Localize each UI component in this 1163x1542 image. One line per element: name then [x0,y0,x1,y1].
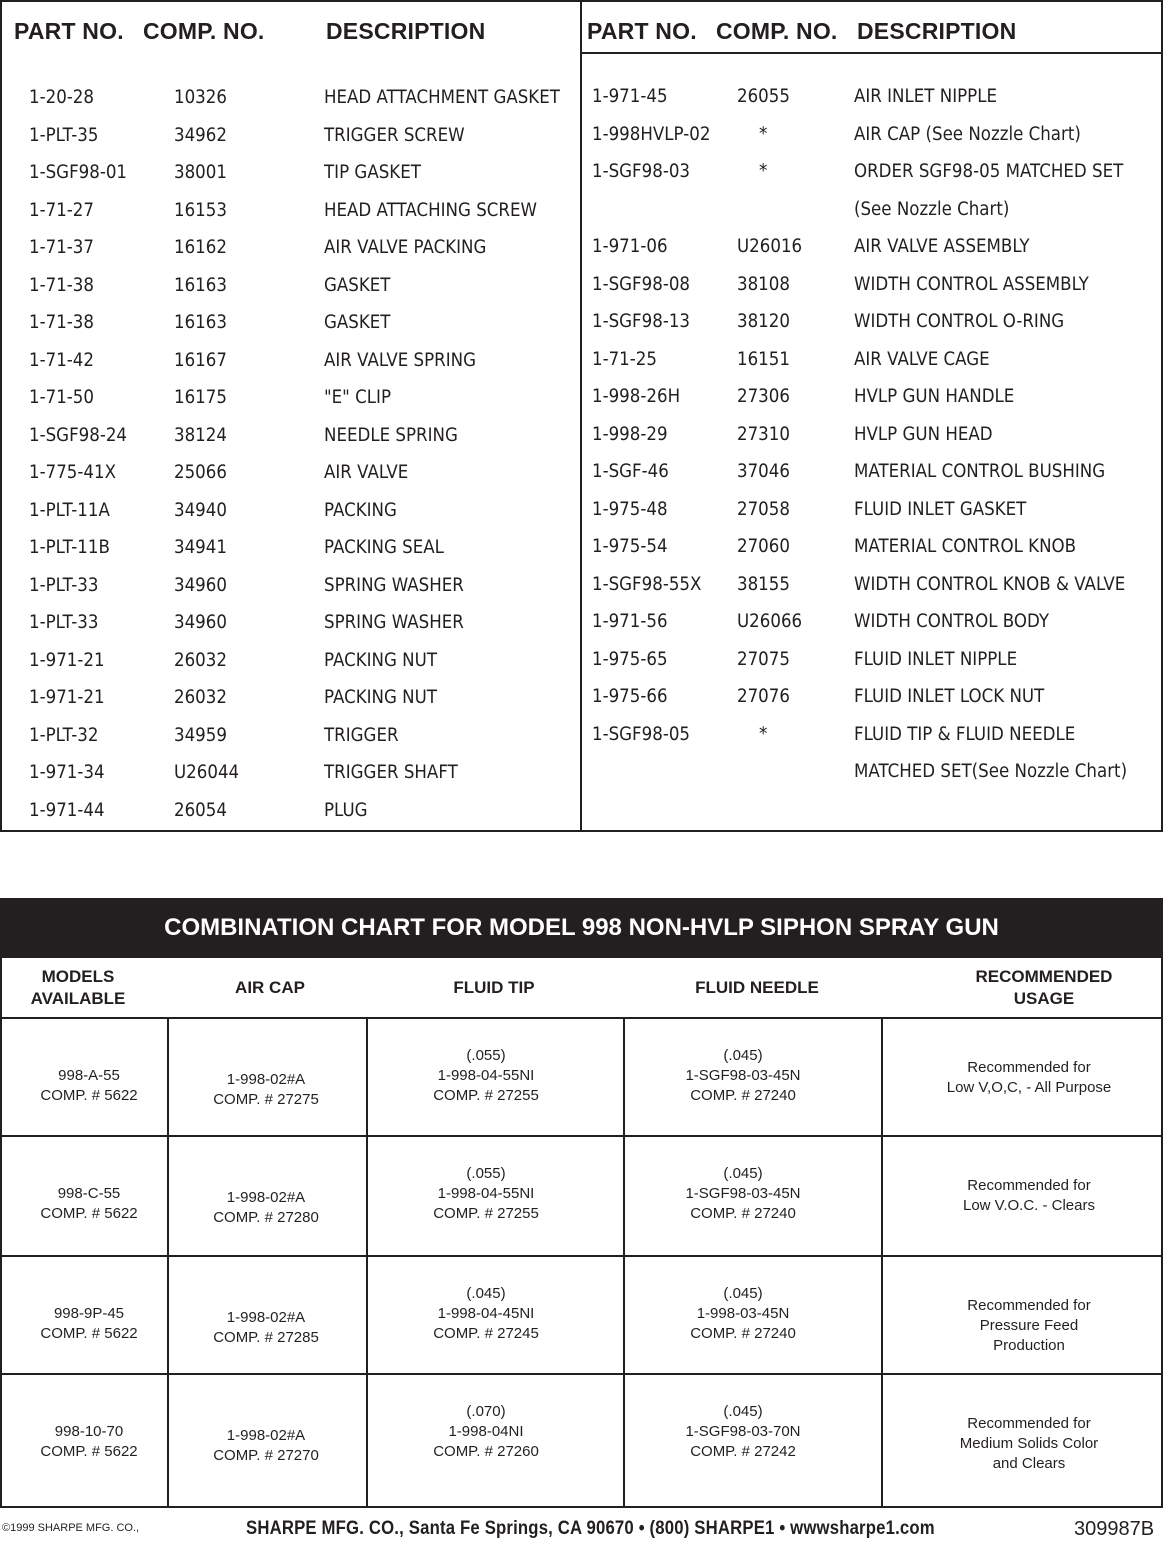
part-description: AIR INLET NIPPLE [853,86,998,107]
part-number: 1-SGF98-24 [28,424,128,446]
column-header [934,958,1154,1018]
comp-number: * [758,123,768,145]
comp-number: 26055 [736,86,790,107]
chart-cell-line: (.045) [723,1285,763,1302]
chart-cell-line: (.045) [723,1403,763,1420]
part-number: 1-971-34 [28,762,105,783]
comp-number: 38001 [173,162,227,183]
parts-row [0,273,1089,304]
parts-row [0,386,1044,416]
row-divider [2,1373,1161,1375]
part-number: 1-71-37 [28,237,94,258]
part-description: HEAD ATTACHING SCREW [324,199,537,221]
part-description: MATERIAL CONTROL KNOB [853,536,1077,557]
part-number: 1-SGF-46 [591,461,669,482]
part-number: 1-PLT-11A [28,499,110,521]
part-description: TRIGGER SCREW [324,124,465,146]
comp-number: 16151 [736,348,790,370]
chart-cell-line: Recommended for [967,1177,1091,1194]
part-number: 1-775-41X [28,462,116,483]
chart-cell-air-cap [141,1426,391,1466]
chart-cell-line: COMP. # 27245 [433,1325,539,1342]
part-description: PACKING NUT [324,649,437,671]
part-description: SPRING WASHER [324,612,464,633]
parts-row [0,424,1044,454]
parts-row [0,161,1124,191]
part-description: HEAD ATTACHMENT GASKET [324,87,560,108]
chart-cell-line: 998-9P-45 [53,1305,125,1322]
comp-number: 26032 [173,687,227,708]
part-description: SPRING WASHER [324,574,464,596]
part-description: "E" CLIP [324,387,391,408]
parts-row [0,649,1044,679]
comp-number: 37046 [736,461,790,482]
chart-cell-line: Low V,O,C, - All Purpose [946,1079,1112,1096]
chart-cell-usage [904,1176,1154,1216]
chart-cell-line: 1-998-02#A [226,1189,306,1206]
part-description: ORDER SGF98-05 MATCHED SET [853,161,1124,182]
chart-cell-line: (.045) [466,1285,506,1302]
chart-cell-fluid-tip [361,1164,611,1224]
chart-cell-line: 1-998-02#A [226,1071,306,1088]
part-number: 1-20-28 [28,87,94,108]
parts-row [0,86,1044,116]
part-number: 1-71-38 [28,312,94,333]
comp-number: 27075 [736,648,790,670]
column-header-text [453,977,534,999]
comp-number: 16153 [173,199,227,221]
part-number: 1-SGF98-05 [591,723,691,745]
column-header-text [976,966,1113,1010]
part-description: FLUID INLET NIPPLE [853,648,1018,670]
chart-cell-fluid-needle [618,1284,868,1344]
comp-number: U26044 [173,762,240,783]
comp-number: 16175 [173,387,227,408]
chart-cell-air-cap [141,1308,391,1348]
row-divider [2,1255,1161,1257]
chart-cell-line: 998-10-70 [54,1423,124,1440]
chart-cell-line: Production [993,1337,1065,1354]
part-description: FLUID INLET LOCK NUT [853,686,1045,707]
comp-number: 34940 [173,499,227,521]
header-description-left: DESCRIPTION [326,18,486,44]
part-number: 1-998HVLP-02 [591,123,711,145]
part-description: FLUID INLET GASKET [853,498,1027,520]
part-description: WIDTH CONTROL O-RING [853,311,1065,332]
parts-row [0,573,1126,604]
part-number: 1-975-65 [591,648,668,670]
parts-row [0,761,1128,791]
part-number: 1-971-45 [591,86,668,107]
chart-cell-line: Medium Solids Color [959,1435,1099,1452]
chart-cell-line: 998-C-55 [57,1185,121,1202]
part-number: 1-SGF98-13 [591,311,691,332]
chart-cell-line: COMP. # 27240 [690,1325,796,1342]
chart-cell-fluid-tip [361,1284,611,1344]
chart-cell-line: (.055) [466,1047,506,1064]
part-number: 1-SGF98-03 [591,161,691,182]
part-description: HVLP GUN HANDLE [853,386,1015,407]
combination-chart-grid [0,958,1163,1508]
parts-row [0,611,1050,641]
part-number: 1-71-42 [28,349,94,371]
header-description-right: DESCRIPTION [857,18,1017,44]
chart-cell-line: COMP. # 27240 [690,1205,796,1222]
parts-row [0,349,1044,379]
part-description: AIR VALVE [324,462,409,483]
part-number: 1-71-50 [28,387,94,408]
chart-cell-air-cap [141,1188,391,1228]
parts-row [0,800,522,830]
part-number: 1-971-06 [591,236,668,257]
part-number: 1-71-27 [28,199,94,221]
column-header-line: FLUID NEEDLE [695,978,819,997]
part-number: 1-971-21 [28,649,105,671]
chart-cell-line: and Clears [992,1455,1066,1472]
part-description: PLUG [324,799,368,821]
chart-cell-line: Recommended for [967,1059,1091,1076]
chart-cell-line: 1-998-04-55NI [437,1067,535,1084]
comp-number: 27076 [736,686,790,707]
header-part-no-right: PART NO. [587,18,697,44]
comp-number: 10326 [173,87,227,108]
chart-cell-line: COMP. # 27240 [690,1087,796,1104]
chart-cell-usage [904,1414,1154,1474]
chart-cell-fluid-tip [361,1402,611,1462]
part-description: HVLP GUN HEAD [853,423,993,445]
part-description: GASKET [324,312,391,333]
company-address: SHARPE MFG. CO., Santa Fe Springs, CA 90670 • (800) SHARPE1 • wwwsharpe1.com [246,1518,935,1539]
part-description: AIR VALVE CAGE [853,348,990,370]
chart-cell-line: Low V.O.C. - Clears [963,1197,1095,1214]
part-description: TRIGGER [324,724,399,746]
chart-cell-line: Pressure Feed [979,1317,1079,1334]
part-description: FLUID TIP & FLUID NEEDLE [853,723,1076,745]
chart-cell-line: COMP. # 27260 [433,1443,539,1460]
chart-cell-line: 1-SGF98-03-70N [685,1423,801,1440]
parts-row [0,461,1106,491]
chart-cell-line: COMP. # 27270 [213,1447,319,1464]
parts-row [0,199,1044,229]
comp-number: 34941 [173,537,227,558]
chart-cell-fluid-needle [618,1164,868,1224]
part-number: 1-PLT-35 [28,124,99,146]
document-number: 309987B [1074,1518,1155,1540]
chart-cell-line: 1-SGF98-03-45N [685,1067,801,1084]
comp-number: 34959 [173,724,227,746]
chart-cell-line: COMP. # 27280 [213,1209,319,1226]
chart-cell-fluid-tip [361,1046,611,1106]
comp-number: 38120 [736,311,790,332]
comp-number: 38155 [736,573,790,595]
chart-cell-line: 1-SGF98-03-45N [685,1185,801,1202]
parts-row [0,723,1076,754]
part-description: MATERIAL CONTROL BUSHING [853,461,1106,482]
chart-cell-line: COMP. # 27242 [690,1443,796,1460]
comp-number: 25066 [173,462,227,483]
part-number: 1-PLT-33 [28,574,99,596]
part-number: 1-71-25 [591,348,657,370]
chart-cell-line: 1-998-04-45NI [437,1305,535,1322]
comp-number: 27310 [736,423,790,445]
column-header-text [695,977,819,999]
part-description: AIR VALVE ASSEMBLY [853,236,1030,257]
part-number: 1-975-48 [591,498,668,520]
column-header-text [31,966,126,1010]
copyright-notice: ©1999 SHARPE MFG. CO., [2,1522,140,1534]
chart-cell-air-cap [141,1070,391,1110]
comp-number: 38124 [173,424,227,446]
part-number: 1-PLT-33 [28,612,99,633]
chart-cell-line: 998-A-55 [58,1067,120,1084]
comp-number: * [758,723,768,745]
row-divider [2,1017,1161,1019]
parts-row [0,311,1065,341]
comp-number: 34962 [173,124,227,146]
chart-cell-usage [904,1296,1154,1356]
chart-cell-line: COMP. # 27285 [213,1329,319,1346]
comp-number: 16167 [173,349,227,371]
chart-cell-line: COMP. # 27255 [433,1087,539,1104]
chart-cell-line: COMP. # 5622 [40,1205,138,1222]
comp-number: 34960 [173,612,227,633]
chart-cell-line: (.070) [466,1403,506,1420]
part-description: WIDTH CONTROL BODY [853,611,1050,632]
column-header-line: AIR CAP [235,978,305,997]
part-description: TIP GASKET [324,162,421,183]
header-comp-no-left: COMP. NO. [143,18,265,44]
parts-row [0,123,1081,154]
part-description: PACKING NUT [324,687,437,708]
column-header [647,958,867,1018]
comp-number: 16162 [173,237,227,258]
part-number: 1-SGF98-55X [591,573,702,595]
part-description: AIR VALVE PACKING [324,237,487,258]
chart-cell-line: Recommended for [967,1297,1091,1314]
comp-number: 27306 [736,386,790,407]
part-description: AIR VALVE SPRING [324,349,476,371]
comp-number: 16163 [173,274,227,296]
chart-cell-line: COMP. # 5622 [40,1087,138,1104]
part-number: 1-SGF98-08 [591,273,691,295]
comp-number: 34960 [173,574,227,596]
chart-cell-fluid-needle [618,1046,868,1106]
chart-cell-line: COMP. # 5622 [40,1443,138,1460]
part-number: 1-998-26H [591,386,681,407]
parts-row [0,536,1077,566]
column-header-line: USAGE [1013,989,1075,1008]
comp-number: 27060 [736,536,790,557]
part-description: (See Nozzle Chart) [853,198,1010,220]
chart-cell-line: COMP. # 27255 [433,1205,539,1222]
part-description: NEEDLE SPRING [324,424,458,446]
part-number: 1-971-21 [28,687,105,708]
chart-cell-line: COMP. # 5622 [40,1325,138,1342]
chart-cell-line: (.045) [723,1165,763,1182]
combination-chart [0,898,1163,1508]
part-number: 1-971-44 [28,799,105,821]
part-number: 1-975-54 [591,536,668,557]
chart-cell-usage [904,1058,1154,1098]
comp-number: 38108 [736,273,790,295]
column-header-line: RECOMMENDED [975,967,1113,986]
comp-number: 27058 [736,498,790,520]
column-header-line: FLUID TIP [453,978,535,997]
parts-row [0,499,1044,529]
chart-cell-line: 1-998-04NI [448,1423,524,1440]
comp-number: 26032 [173,649,227,671]
comp-number: 26054 [173,799,227,821]
part-description: GASKET [324,274,391,296]
chart-cell-line: 1-998-02#A [226,1309,306,1326]
chart-cell-fluid-needle [618,1402,868,1462]
chart-cell-line: COMP. # 27275 [213,1091,319,1108]
column-header [160,958,380,1018]
part-number: 1-SGF98-01 [28,162,128,183]
part-description: WIDTH CONTROL KNOB & VALVE [853,573,1126,595]
column-header-line: AVAILABLE [30,989,126,1008]
comp-number: 16163 [173,312,227,333]
column-header-text [235,977,305,999]
part-number: 1-PLT-11B [28,537,110,558]
part-number: 1-971-56 [591,611,668,632]
comp-number: U26016 [736,236,803,257]
chart-cell-line: (.045) [723,1047,763,1064]
column-header [384,958,604,1018]
parts-row [0,236,1044,266]
part-description: TRIGGER SHAFT [324,762,458,783]
frame-top-border [580,0,1163,2]
column-header-line: MODELS [41,967,115,986]
parts-row [0,686,1044,716]
part-description: PACKING [324,499,397,521]
part-description: PACKING SEAL [324,537,444,558]
part-description: MATCHED SET(See Nozzle Chart) [853,761,1128,782]
part-number: 1-998-29 [591,423,668,445]
part-number: 1-PLT-32 [28,724,99,746]
comp-number: * [758,161,768,182]
part-number: 1-71-38 [28,274,94,296]
row-divider [2,1135,1161,1137]
chart-cell-line: 1-998-03-45N [696,1305,790,1322]
part-description: AIR CAP (See Nozzle Chart) [853,123,1081,145]
chart-cell-line: (.055) [466,1165,506,1182]
chart-cell-line: 1-998-04-55NI [437,1185,535,1202]
chart-cell-line: Recommended for [967,1415,1091,1432]
part-number: 1-975-66 [591,686,668,707]
combination-chart-title: COMBINATION CHART FOR MODEL 998 NON-HVLP SIPHON SPRAY GUN [0,898,1163,958]
comp-number: U26066 [736,611,803,632]
header-comp-no-right: COMP. NO. [716,18,838,44]
part-description: WIDTH CONTROL ASSEMBLY [853,273,1089,295]
column-divider [881,1018,883,1508]
chart-cell-line: 1-998-02#A [226,1427,306,1444]
header-part-no-left: PART NO. [14,18,124,44]
